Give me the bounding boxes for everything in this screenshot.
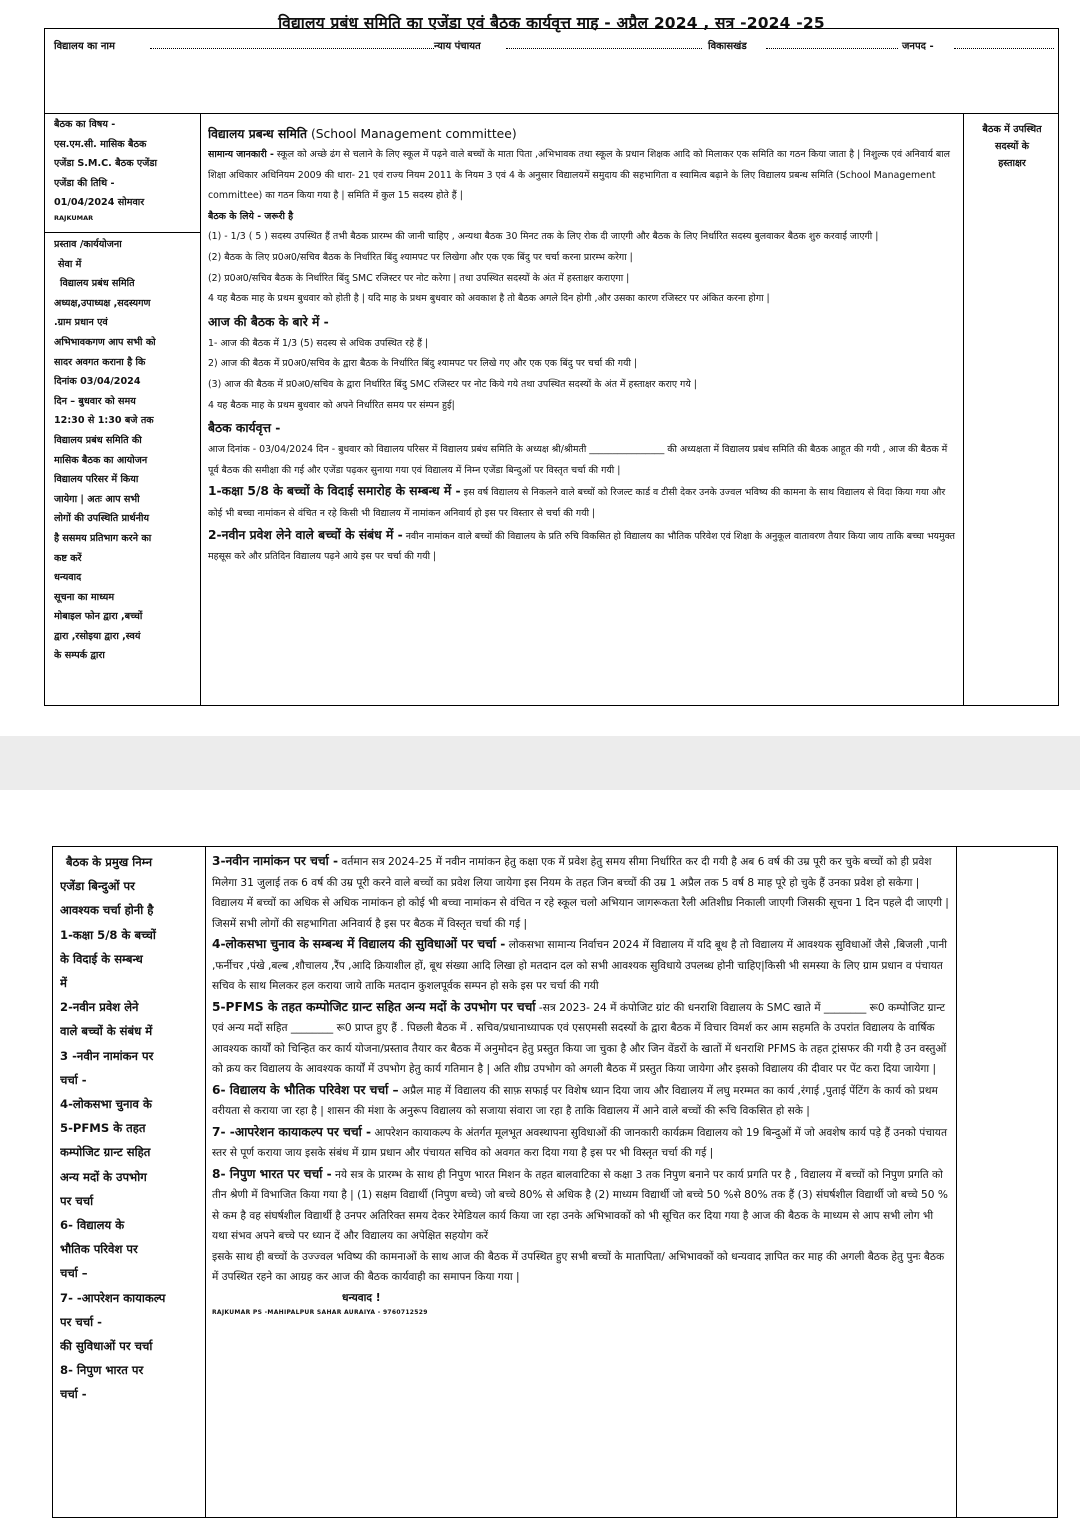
district-label: जनपद - xyxy=(902,41,934,52)
left-notice-line: द्वारा ,रसोइया द्वारा ,स्वयं xyxy=(54,630,141,642)
p2-left-divider xyxy=(205,846,206,1518)
signature-header-line: सदस्यों के xyxy=(994,141,1030,152)
left-notice-line: अभिभावकगण आप सभी को xyxy=(54,336,156,348)
nyay-panchayat-label: न्याय पंचायत xyxy=(434,41,481,52)
left-notice-line: विद्यालय परिसर में किया xyxy=(54,474,139,486)
agenda-point-line: वाले बच्चों के संबंध में xyxy=(60,1024,153,1039)
agenda-point-line: में xyxy=(60,976,67,991)
today-point: 4 यह बैठक माह के प्रथम बुधवार को अपने निर्धारित समय पर संम्पन हुई| xyxy=(208,399,455,411)
closing-text: इसके साथ ही बच्चों के उज्ज्वल भविष्य की कामनाओं के साथ आज की बैठक में उपस्थित हुए सभी बच्चों के मातापिता/ अभिभावकों को धन्यवाद ज्ञापित कर माह की अगली बैठक हेतु पुनः बैठक में उपस्थित रहने का आग्रह कर आज की बैठक कार्यवाही का समापन किया गया | xyxy=(212,1250,945,1283)
header-divider xyxy=(44,113,1059,114)
left-notice-line: सादर अवगत कराना है कि xyxy=(54,356,146,368)
footer-credit: RAJKUMAR PS -MAHIPALPUR SAHAR AURAIYA - 9760712529 xyxy=(212,1309,428,1316)
left-notice-line: 12:30 से 1:30 बजे तक xyxy=(54,415,154,427)
item5-label: 5-PFMS के तहत कम्पोजिट ग्रान्ट सहित अन्य मदों के उपभोग पर चर्चा xyxy=(212,999,536,1014)
block-label: विकासखंड xyxy=(708,41,747,52)
left-top-line: एजेंडा S.M.C. बैठक एजेंडा xyxy=(54,158,157,169)
left-notice-line: है ससमय प्रतिभाग करने का xyxy=(54,532,152,544)
agenda-point-line: चर्चा - xyxy=(60,1387,87,1402)
left-notice-line: सेवा में xyxy=(58,258,82,270)
meeting-requirements-label: बैठक के लिये - जरूरी है xyxy=(208,210,294,222)
agenda-point-line: 2-नवीन प्रवेश लेने xyxy=(60,1000,139,1015)
item7-text: आपरेशन कायाकल्प के अंतर्गत मूलभूत अवस्थापना सुविधाओं की जानकारी कार्यक्रम विद्यालय को 19 बिन्दुओं में जो अवशेष कार्य पड़े हैं उनको पंचायत स्तर से पूर्ण कराया जाय इसके संबंध में ग्राम प्रधान और पंचायत सचिव को अवगत करा दिया गया है इस पर भी विस्तृत चर्चा की गई | xyxy=(212,1126,947,1159)
signature-header-line: बैठक में उपस्थित xyxy=(982,124,1042,135)
agenda-point-line: आवश्यक चर्चा होनी है xyxy=(60,903,154,918)
minutes-heading: बैठक कार्यवृत्त - xyxy=(208,421,281,436)
item6-text: अप्रैल माह में विद्यालय की साफ़ सफाई पर विशेष ध्यान दिया जाय और विद्यालय में लघु मरम्मत का कार्य ,रंगाई ,पुताई पेंटिंग के कार्य को प्रथम वरीयता से कराया जा रहा है | शासन की मंशा के अनुरूप विद्यालय को सजाया संवारा जा रहा है ताकि विद्यालय में आने वाले बच्चों की रूचि विकसित हो सके | xyxy=(212,1084,938,1117)
agenda-point-line: पर चर्चा - xyxy=(60,1314,102,1329)
left-top-line: बैठक का विषय - xyxy=(54,119,116,130)
agenda-point-line: चर्चा – xyxy=(60,1266,88,1281)
agenda-point-line: 3 -नवीन नामांकन पर xyxy=(60,1048,154,1063)
agenda-point-line: 4-लोकसभा चुनाव के xyxy=(60,1097,152,1112)
document-page-2 xyxy=(0,790,1080,1537)
school-name-label: विद्यालय का नाम xyxy=(54,41,115,52)
item5-text: -सत्र 2023- 24 में कंपोजिट ग्रांट की धनराशि विद्यालय के SMC खाते में ________ रू0 कम्पोजिट ग्रान्ट एवं अन्य मदों सहित ________ रू0 प्राप्त हुए हैं . पिछली बैठक में . सचिव/प्रधानाध्यापक एवं एसएमसी सदस्यों के द्वारा बैठक में विचार विमर्श कर आम सहमति के उपरांत विद्यालय के वार्षिक आवश्यक कार्यों को चिन्हित कर कार्य योजना/प्रस्ताव तैयार कर बैठक में अनुमोदन हेतु प्रस्तुत किया जा चुका है और जिन वेंडरों के खातों में धनराशि PFMS के तहत ट्रांसफर की गयी है उन वस्तुओं को क्रय कर विद्यालय के आवश्यक कार्यों में उपभोग हेतु कार्य गतिमान है | अति शीघ्र उपभोग को अगली बैठक में प्रस्तुत किया जायेगा और इसको विद्यालय की दीवार पर पेंट करा दिया जायेगा | xyxy=(212,1001,947,1075)
smc-heading: विद्यालय प्रबन्ध समिति xyxy=(208,127,308,141)
general-info-text: स्कूल को अच्छे ढंग से चलाने के लिए स्कूल में पढ़ने वाले बच्चों के माता पिता ,अभिभावक तथा स्कूल के प्रधान शिक्षक आदि को मिलाकर एक समिति का गठन किया जाता है | निशुल्क एवं अनिवार्य बाल शिक्षा अधिकार अधिनियम 2009 की धारा- 21 एवं राज्य नियम 2011 के नियम 3 एवं 4 के अनुसार विद्यालयमें समुदाय की सहभागिता व स्वामित्व बढ़ाने के लिए विद्यालय प्रबन्ध समिति (School Management committee) का गठन किया गया है | समिति में कुल 15 सदस्य होते हैं | xyxy=(208,149,950,202)
agenda-point-line: चर्चा - xyxy=(60,1072,87,1087)
left-notice-line: विद्यालय प्रबंध समिति की xyxy=(54,434,142,446)
agenda-point-line: पर चर्चा xyxy=(60,1193,94,1208)
requirement-point: (2) प्र0अ0/सचिव बैठक के निर्धारित बिंदु SMC रजिस्टर पर नोट करेगा | तथा उपस्थित सदस्यों के अंत में हस्ताक्षर कराएगा | xyxy=(208,272,630,284)
agenda-point-line: भौतिक परिवेश पर xyxy=(60,1242,138,1257)
block-blank xyxy=(766,48,898,49)
smc-heading-english: (School Management committee) xyxy=(307,127,517,141)
item8-label: 8- निपुण भारत पर चर्चा - xyxy=(212,1166,332,1181)
item4-label: 4-लोकसभा चुनाव के सम्बन्ध में विद्यालय की सुविधाओं पर चर्चा - xyxy=(212,937,506,951)
district-blank xyxy=(954,48,1054,49)
today-meeting-heading: आज की बैठक के बारे में - xyxy=(208,314,329,329)
left-notice-line: अध्यक्ष,उपाध्यक्ष ,सदस्यगण xyxy=(54,297,151,309)
document-title: विद्यालय प्रबंध समिति का एजेंडा एवं बैठक कार्यवृत्त माह - अप्रैल 2024 , सत्र -2024 -25 xyxy=(278,14,825,32)
left-notice-line: मासिक बैठक का आयोजन xyxy=(54,454,148,466)
agenda-point-line: कम्पोजिट ग्रान्ट सहित xyxy=(60,1145,151,1160)
signature-column-header xyxy=(966,121,1058,172)
today-point: 1- आज की बैठक में 1/3 (5) सदस्य से अधिक उपस्थित रहे हैं | xyxy=(208,337,429,349)
left-notice-line: धन्यवाद xyxy=(54,572,82,584)
agenda-point-line: बैठक के प्रमुख निम्न xyxy=(66,855,153,869)
item2-text: नवीन नामांकन वाले बच्चों की विद्यालय के प्रति रुचि विकसित हो विद्यालय का भौतिक परिवेश एवं शिक्षा के अनुकूल वातावरण तैयार किया जाय ताकि बच्चा भयमुक्त महसूस करे और प्रतिदिन विद्यालय पढ़ने आये इस पर चर्चा की गयी | xyxy=(208,530,955,563)
right-column-divider xyxy=(963,113,964,706)
school-name-blank xyxy=(150,48,434,49)
agenda-point-line: के विदाई के सम्बन्ध xyxy=(60,951,143,966)
left-notice-line: लोगों की उपस्थिति प्रार्थनीय xyxy=(54,513,150,525)
agenda-point-line: 1-कक्षा 5/8 के बच्चों xyxy=(60,927,156,942)
agenda-points-list xyxy=(60,850,202,1407)
left-top-line: 01/04/2024 सोमवार xyxy=(54,197,145,208)
left-top-line: एस.एम.सी. मासिक बैठक xyxy=(54,138,147,150)
left-notice-line: कष्ट करें xyxy=(54,552,82,564)
agenda-point-line: 8- निपुण भारत पर xyxy=(60,1363,144,1378)
left-notice-line: जायेगा | अतः आप सभी xyxy=(54,493,140,505)
item4-text: लोकसभा सामान्य निर्वाचन 2024 में विद्यालय में यदि बूथ है तो विद्यालय में आवश्यक सुविधाओं जैसे ,बिजली ,पानी ,फर्नीचर ,पंखे ,बल्ब ,शौचालय ,रैंप ,आदि क्रियाशील हों, बूथ संख्या आदि लिखा हो मतदान दल को सभी आवश्यक सुविधाये उपलब्ध होनी चाहिए|किसी भी समस्या के लिए ग्राम प्रधान व पंचायत सचिव के साथ मिलकर हल कराया जाये ताकि मतदान कुशलपूर्वक सम्पन हो सके इस पर चर्चा की गयी xyxy=(212,939,948,992)
item7-label: 7- -आपरेशन कायाकल्प पर चर्चा - xyxy=(212,1124,372,1139)
left-notice-line: विद्यालय प्रबंध समिति xyxy=(60,278,135,290)
item1-label: 1-कक्षा 5/8 के बच्चों के विदाई समारोह के सम्बन्ध में - xyxy=(208,484,461,499)
left-column-divider xyxy=(200,113,201,706)
item2-label: 2-नवीन प्रवेश लेने वाले बच्चों के संबंध में - xyxy=(208,527,403,542)
requirement-point: (1) - 1/3 ( 5 ) सदस्य उपस्थित हैं तभी बैठक प्रारम्भ की जानी चाहिए , अन्यथा बैठक 30 मिनट तक के लिए रोक दी जाएगी और बैठक के लिए निर्धारित सदस्य बुलवाकर बैठक शुरु करवाई जाएगी | xyxy=(208,231,879,243)
left-subdivider xyxy=(44,232,200,233)
left-notice-line: के सम्पर्क द्वारा xyxy=(54,650,105,662)
left-notice-line: .ग्राम प्रधान एवं xyxy=(54,317,108,329)
agenda-point-line: अन्य मदों के उपभोग xyxy=(60,1169,147,1184)
today-point: (3) आज की बैठक में प्र0अ0/सचिव के द्वारा निर्धारित बिंदु SMC रजिस्टर पर नोट किये गये तथा उपस्थित सदस्यों के अंत में हस्ताक्षर कराए गये | xyxy=(208,378,697,390)
discussion-details xyxy=(212,851,950,1318)
left-top-line: एजेंडा की तिथि - xyxy=(54,177,115,189)
meeting-subject-block xyxy=(54,115,198,223)
signature-header-line: हस्ताक्षर xyxy=(998,158,1026,169)
general-info-label: सामान्य जानकारी - xyxy=(208,149,274,160)
agenda-point-line: 7- -आपरेशन कायाकल्प xyxy=(60,1290,166,1305)
requirement-point: (2) बैठक के लिए प्र0अ0/सचिव बैठक के निर्धारित बिंदु श्यामपट पर लिखेगा और एक एक बिंदु पर चर्चा करना प्रारम्भ करेगा | xyxy=(208,251,633,263)
left-notice-line: प्रस्ताव /कार्ययोजना xyxy=(54,239,122,250)
requirement-point: 4 यह बैठक माह के प्रथम बुधवार को होती है | यदि माह के प्रथम बुधवार को अवकाश है तो बैठक अगले दिन होगी ,और उसका कारण रजिस्टर पर अंकित करना होगा | xyxy=(208,293,770,305)
item6-label: 6- विद्यालय के भौतिक परिवेश पर चर्चा – xyxy=(212,1082,399,1097)
item3-text: वर्तमान सत्र 2024-25 में नवीन नामांकन हेतु कक्षा एक में प्रवेश हेतु समय सीमा निर्धारित कर दी गयी है अब 6 वर्ष की उम्र पूरी कर चुके बच्चों को ही प्रवेश मिलेगा 31 जुलाई तक 6 वर्ष की उम्र पूरी करने वाले बच्चों का प्रवेश लिया जायेगा इस नियम के तहत जिन बच्चों की उम्र 1 अप्रैल तक 5 वर्ष 8 माह पूरे हो चुके हैं उनका प्रवेश हो सकेगा | विद्यालय में बच्चों का अधिक से अधिक नामांकन हो कोई भी बच्चा नामांकन से वंचित न रहे स्कूल चलो अभियान जागरूकता रैली अतिशीघ्र निकाली जाएगी जिसकी सूचना 1 दिन पहले दी जाएगी | जिसमें सभी लोगों की सहभागिता अनिवार्य है इस पर बैठक में विस्तृत चर्चा की गई | xyxy=(212,856,949,930)
author-mark: RAJKUMAR xyxy=(54,213,94,222)
proposal-notice-block xyxy=(54,235,198,666)
document-page-1 xyxy=(0,0,1080,736)
left-notice-line: मोबाइल फोन द्वारा ,बच्चों xyxy=(54,611,143,623)
agenda-point-line: 5-PFMS के तहत xyxy=(60,1121,146,1136)
today-point: 2) आज की बैठक में प्र0अ0/सचिव के द्वारा बैठक के निर्धारित बिंदु श्यामपट पर लिखे गए और एक एक बिंदु पर चर्चा की गयी | xyxy=(208,358,638,370)
minutes-text: आज दिनांक - 03/04/2024 दिन - बुधवार को विद्यालय परिसर में विद्यालय प्रबंध समिति के अध्यक्ष श्री/श्रीमती ________________ की अध्यक्षता में विद्यालय प्रबंध समिति की बैठक आहूत की गयी , आज की बैठक में पूर्व बैठक की समीक्षा की गई और एजेंडा पढ़कर सुनाया गया एवं विद्यालय में निम्न एजेंडा बिन्दुओं पर विस्तृत चर्चा की गयी | xyxy=(208,444,948,476)
agenda-point-line: की सुविधाओं पर चर्चा xyxy=(60,1339,153,1354)
nyay-panchayat-blank xyxy=(506,48,702,49)
left-notice-line: दिन – बुधवार को समय xyxy=(54,395,136,407)
p2-right-divider xyxy=(956,846,957,1518)
left-notice-line: दिनांक 03/04/2024 xyxy=(54,376,141,388)
agenda-point-line: 6- विद्यालय के xyxy=(60,1218,125,1233)
left-notice-line: सूचना का माध्यम xyxy=(54,591,115,603)
agenda-point-line: एजेंडा बिन्दुओं पर xyxy=(60,879,135,894)
agenda-main-text xyxy=(208,123,956,568)
item1-text: इस वर्ष विद्यालय से निकलने वाले बच्चों को रिजल्ट कार्ड व टीसी देकर उनके उज्वल भविष्य की कामना के साथ विद्यालय से विदा किया गया और कोई भी बच्चा नामांकन से वंचित न रहे किसी भी विद्यालय में नामांकन अनिवार्य हो इस पर विस्तार से चर्चा की गयी | xyxy=(208,487,946,519)
item3-label: 3-नवीन नामांकन पर चर्चा - xyxy=(212,854,339,868)
thanks-text: धन्यवाद ! xyxy=(342,1291,381,1304)
item8-text: नये सत्र के प्रारम्भ के साथ ही निपुण भारत मिशन के तहत बालवाटिका से कक्षा 3 तक निपुण बनाने पर कार्य प्रगति पर है , विद्यालय में बच्चों को निपुण प्रगति को तीन श्रेणी में विभाजित किया गया है | (1) सक्षम विद्यार्थी (निपुण बच्चे) जो बच्चे 80% से अधिक है (2) माध्यम विद्यार्थी जो बच्चे 50 %से 80% तक हैं (3) संघर्षशील विद्यार्थी जो बच्चे 50 % से कम है वह संघर्षशील विद्यार्थी है उनपर अतिरिक्त समय देकर रेमेडियल कार्य किया जा रहा उनके अभिभावकों को भी सूचित कर दिया गया है आज की बैठक के माध्यम से आप सभी लोग भी यथा संभव अपने बच्चे पर ध्यान दें और विद्यालय का अपेक्षित सहयोग करें xyxy=(212,1168,948,1242)
